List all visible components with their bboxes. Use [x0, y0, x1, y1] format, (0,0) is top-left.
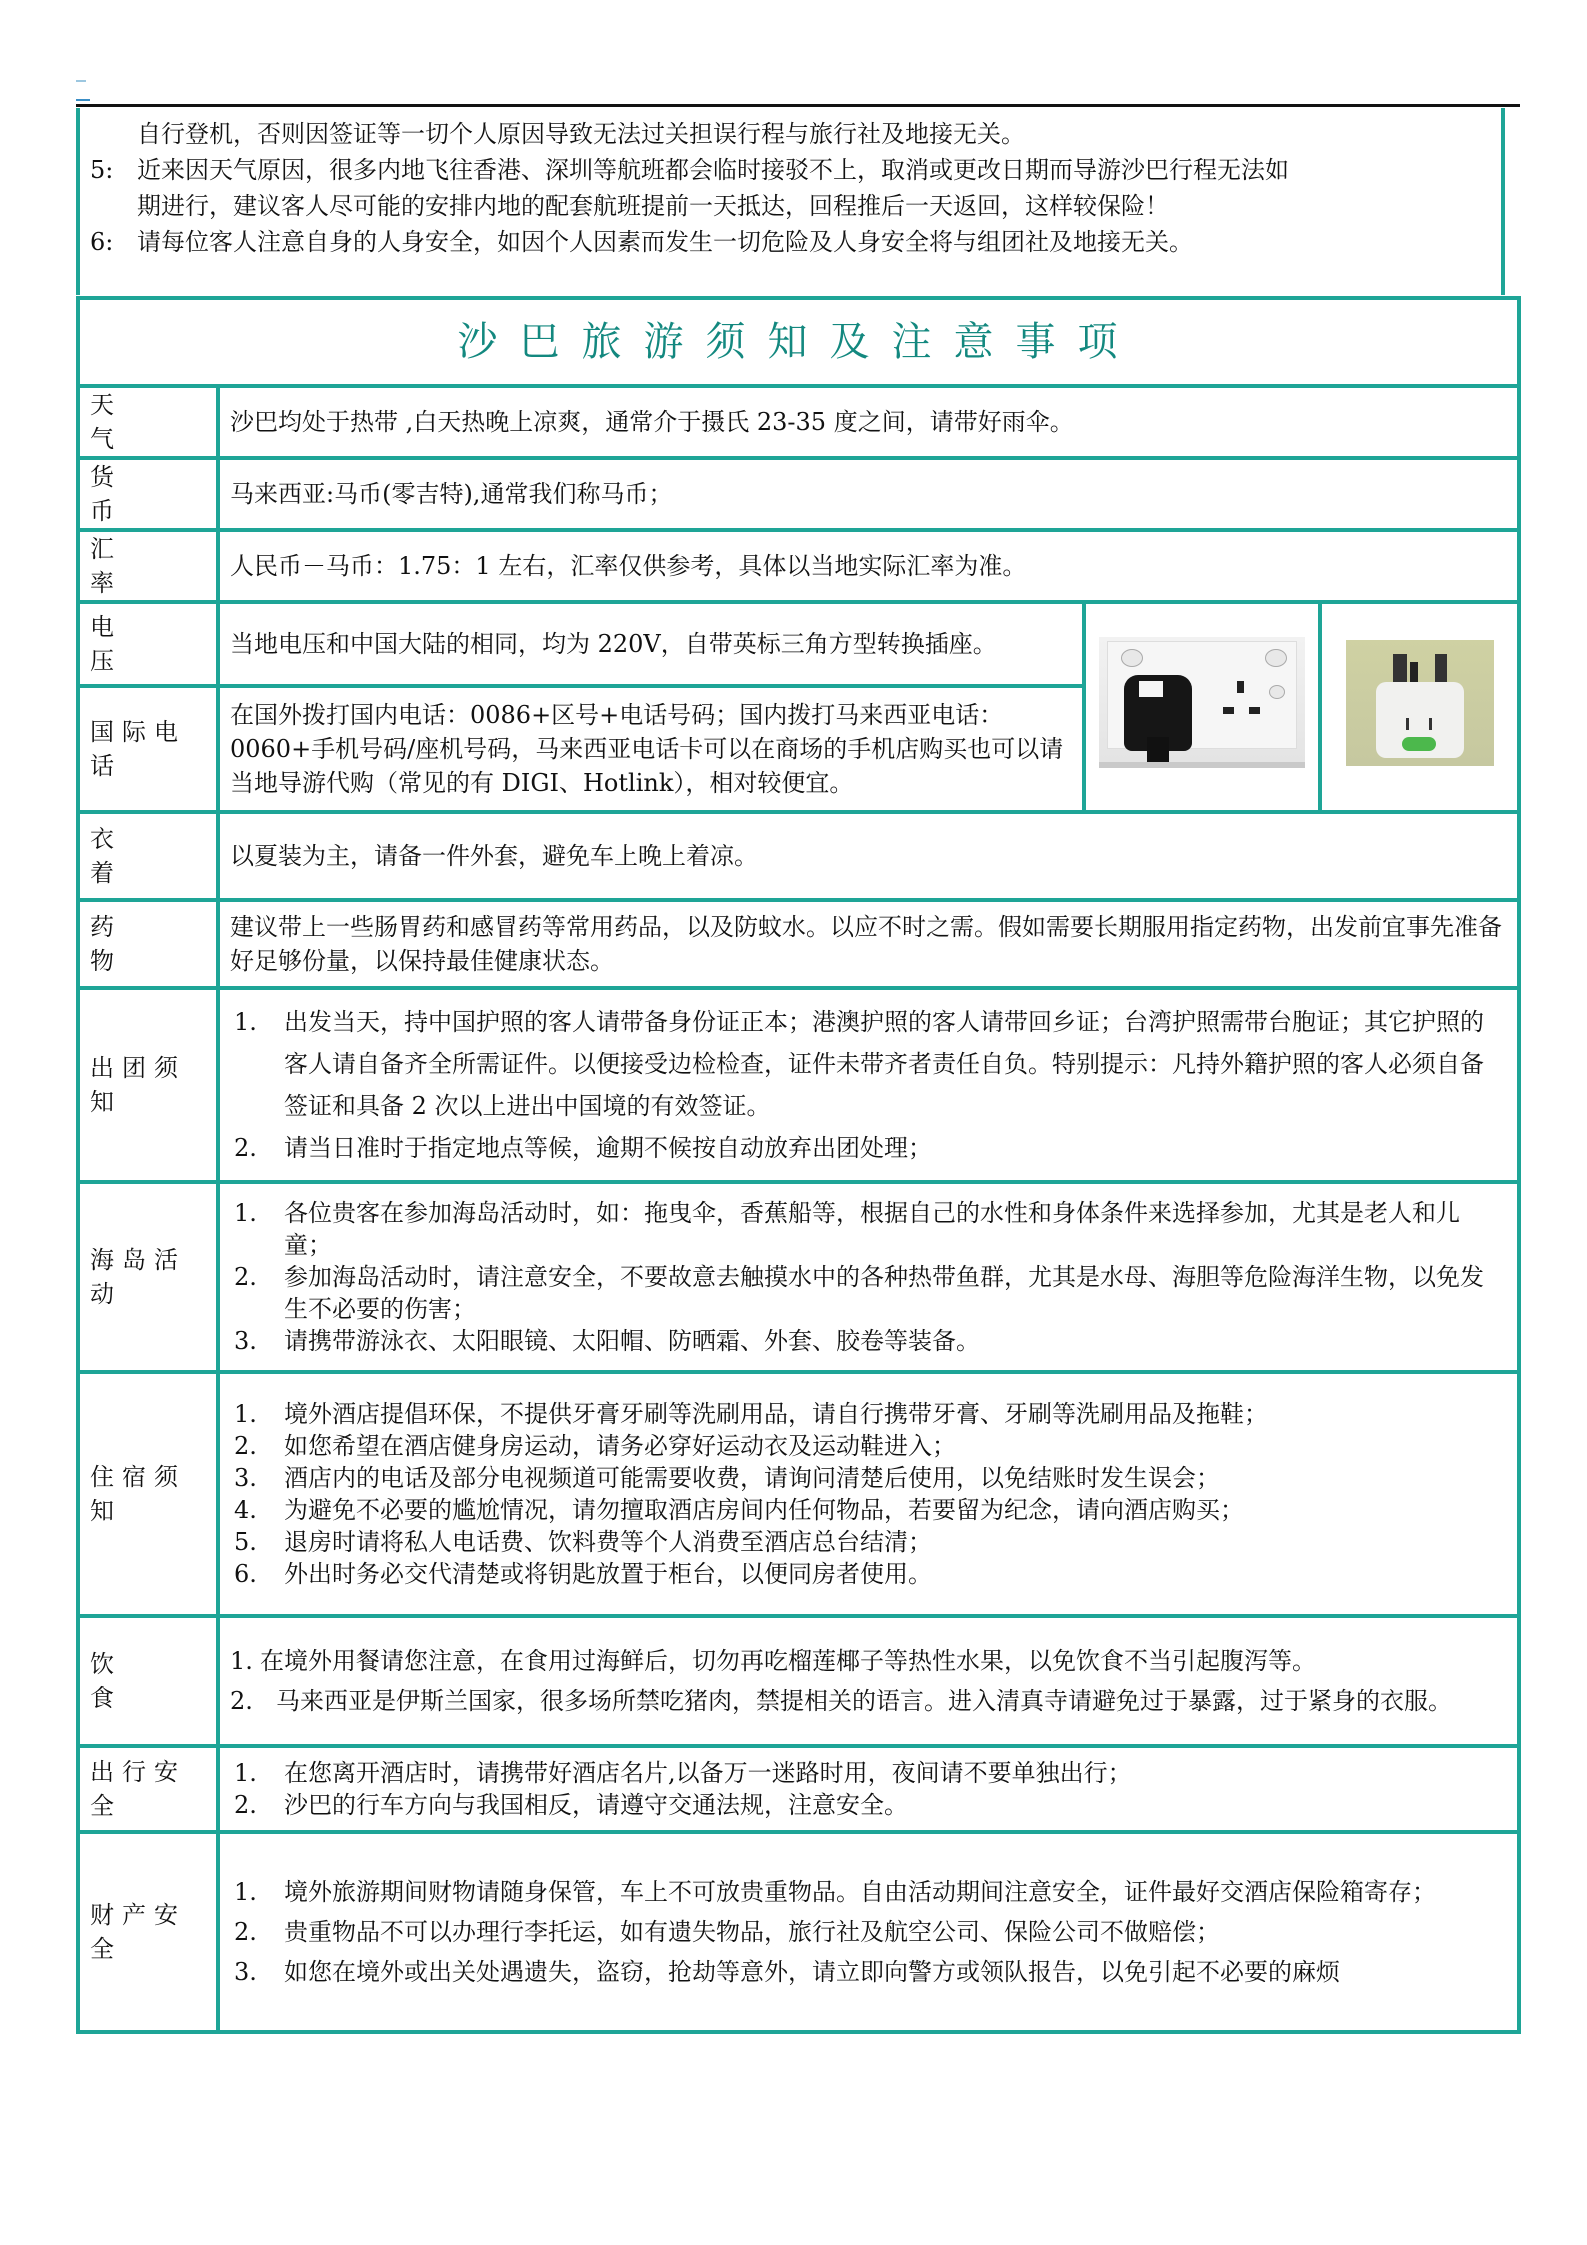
wall-socket-image — [1099, 637, 1305, 768]
label-currency: 货 币 — [78, 458, 218, 530]
list-item: 4. 为避免不必要的尴尬情况，请勿擅取酒店房间内任何物品，若要留为纪念，请向酒店购买； — [234, 1496, 1244, 1524]
label-departure: 出团须知 — [78, 988, 218, 1182]
list-item: 3. 酒店内的电话及部分电视频道可能需要收费，请询问清楚后使用，以免结账时发生误会； — [234, 1464, 1220, 1492]
list-item: 1. 境外酒店提倡环保，不提供牙膏牙刷等洗刷用品，请自行携带牙膏、牙刷等洗刷用品及拖鞋； — [234, 1400, 1268, 1428]
label-clothing: 衣 着 — [78, 812, 218, 900]
intro-item-6: 6: 请每位客人注意自身的人身安全，如因个人因素而发生一切危险及人身安全将与组团社及地接无关。 — [90, 228, 1193, 256]
list-item: 3. 如您在境外或出关处遇遗失，盗窃，抢劫等意外，请立即向警方或领队报告，以免引起不必要的麻烦 — [234, 1958, 1340, 1986]
corner-mark — [76, 80, 90, 102]
voltage-text: 当地电压和中国大陆的相同，均为 220V，自带英标三角方型转换插座。 — [218, 602, 1084, 686]
label-voltage: 电 压 — [78, 602, 218, 686]
list-item: 5. 退房时请将私人电话费、饮料费等个人消费至酒店总台结清； — [234, 1528, 932, 1556]
island-notes — [218, 1182, 1519, 1372]
diet-notes — [218, 1616, 1519, 1746]
list-item: 2. 参加海岛活动时，请注意安全，不要故意去触摸水中的各种热带鱼群，尤其是水母、海胆等危险海洋生物，以免发生不必要的伤害； — [234, 1263, 1484, 1323]
lodging-notes — [218, 1372, 1519, 1616]
list-item: 3. 请携带游泳衣、太阳眼镜、太阳帽、防晒霜、外套、胶卷等装备。 — [234, 1327, 980, 1355]
label-property-safety: 财产安全 — [78, 1832, 218, 2032]
list-item: 2. 如您希望在酒店健身房运动，请务必穿好运动衣及运动鞋进入； — [234, 1432, 956, 1460]
clothing-text: 以夏装为主，请备一件外套，避免车上晚上着凉。 — [218, 812, 1519, 900]
list-item: 2. 马来西亚是伊斯兰国家，很多场所禁吃猪肉，禁提相关的语言。进入清真寺请避免过于暴露，过于紧身的衣服。 — [230, 1687, 1452, 1715]
intro-continuation: 自行登机，否则因签证等一切个人原因导致无法过关担误行程与旅行社及地接无关。 — [137, 120, 1025, 148]
property-notes — [218, 1832, 1519, 2032]
plug-adapter-image — [1346, 640, 1494, 766]
exchange-rate-text: 人民币－马币：1.75：1 左右，汇率仅供参考，具体以当地实际汇率为准。 — [218, 530, 1519, 602]
currency-text: 马来西亚:马币(零吉特),通常我们称马币； — [218, 458, 1519, 530]
socket-image-cell — [1084, 602, 1320, 812]
label-island-activities: 海岛活动 — [78, 1182, 218, 1372]
departure-notes — [218, 988, 1519, 1182]
list-item: 1. 境外旅游期间财物请随身保管，车上不可放贵重物品。自由活动期间注意安全，证件最好交酒店保险箱寄存； — [234, 1878, 1436, 1906]
phone-text: 在国外拨打国内电话：0086+区号+电话号码；国内拨打马来西亚电话：0060+手机号码/座机号码，马来西亚电话卡可以在商场的手机店购买也可以请当地导游代购（常见的有 DIGI、Hotlink），相对较便宜。 — [218, 686, 1084, 812]
intro-item-5: 5: 近来因天气原因，很多内地飞往香港、深圳等航班都会临时接驳不上，取消或更改日期而导游沙巴行程无法如 — [90, 156, 1289, 184]
page-title: 沙巴旅游须知及注意事项 — [78, 298, 1519, 386]
weather-text: 沙巴均处于热带 ,白天热晚上凉爽，通常介于摄氏 23-35 度之间，请带好雨伞。 — [218, 386, 1519, 458]
list-item: 2. 沙巴的行车方向与我国相反，请遵守交通法规，注意安全。 — [234, 1791, 908, 1819]
list-item: 2. 请当日准时于指定地点等候，逾期不候按自动放弃出团处理； — [234, 1134, 932, 1162]
travel-safety-notes — [218, 1746, 1519, 1832]
list-item: 1. 各位贵客在参加海岛活动时，如：拖曳伞，香蕉船等，根据自己的水性和身体条件来选择参加，尤其是老人和儿童； — [234, 1199, 1460, 1259]
list-item: 6. 外出时务必交代清楚或将钥匙放置于柜台，以便同房者使用。 — [234, 1560, 932, 1588]
adapter-image-cell — [1320, 602, 1519, 812]
medicine-text: 建议带上一些肠胃药和感冒药等常用药品，以及防蚊水。以应不时之需。假如需要长期服用指定药物，出发前宜事先准备好足够份量，以保持最佳健康状态。 — [218, 900, 1519, 988]
list-item: 1. 在境外用餐请您注意，在食用过海鲜后，切勿再吃榴莲椰子等热性水果，以免饮食不当引起腹泻等。 — [230, 1647, 1316, 1675]
label-travel-safety: 出行安全 — [78, 1746, 218, 1832]
travel-notice-table — [76, 296, 1521, 2034]
top-rule — [76, 104, 1520, 107]
list-item: 1. 在您离开酒店时，请携带好酒店名片,以备万一迷路时用，夜间请不要单独出行； — [234, 1759, 1132, 1787]
intro-notes — [76, 108, 1505, 295]
intro-item-5-cont: 期进行，建议客人尽可能的安排内地的配套航班提前一天抵达，回程推后一天返回，这样较保险！ — [137, 192, 1169, 220]
list-item: 2. 贵重物品不可以办理行李托运，如有遗失物品，旅行社及航空公司、保险公司不做赔偿； — [234, 1918, 1220, 1946]
label-lodging: 住宿须知 — [78, 1372, 218, 1616]
label-diet: 饮 食 — [78, 1616, 218, 1746]
label-medicine: 药 物 — [78, 900, 218, 988]
label-weather: 天 气 — [78, 386, 218, 458]
list-item: 1. 出发当天，持中国护照的客人请带备身份证正本；港澳护照的客人请带回乡证；台湾护照需带台胞证；其它护照的客人请自备齐全所需证件。以便接受边检检查，证件未带齐者责任自负。特别提示：凡持外籍护照的客人必须自备签证和具备 2 次以上进出中国境的有效签证。 — [234, 1008, 1484, 1120]
label-exchange-rate: 汇 率 — [78, 530, 218, 602]
label-international-phone: 国际电话 — [78, 686, 218, 812]
